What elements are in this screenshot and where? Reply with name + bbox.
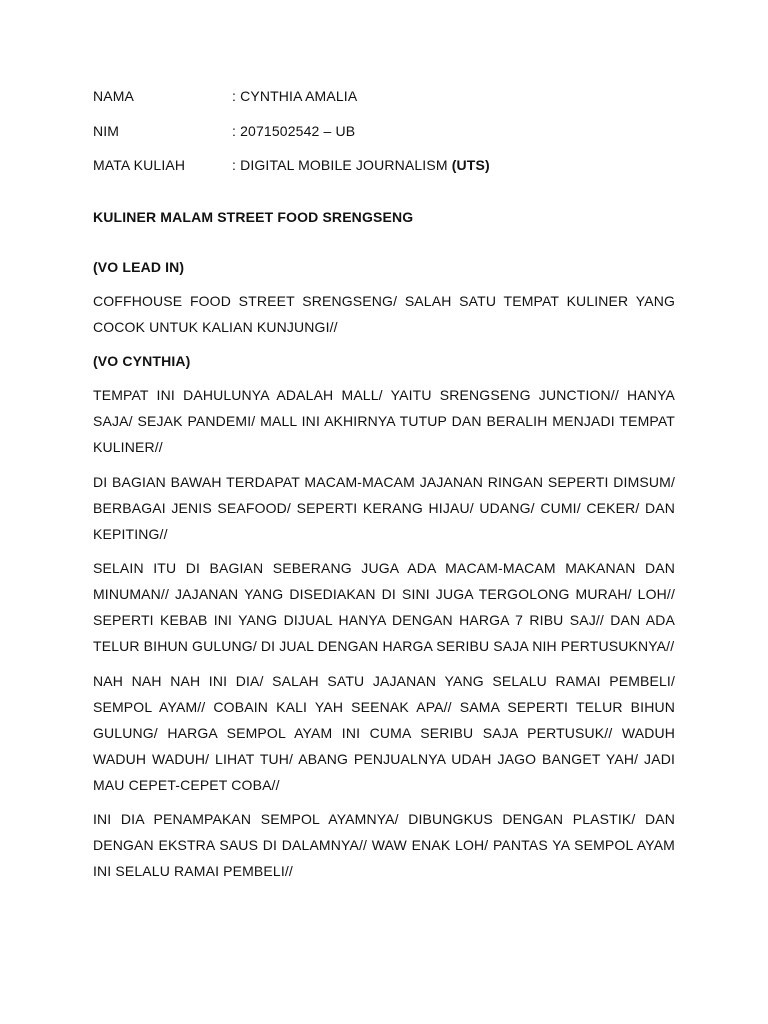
mata-kuliah-value-wrapper (232, 152, 675, 178)
mata-kuliah-label: MATA KULIAH (93, 157, 186, 173)
section-heading-vo-cynthia: (VO CYNTHIA) (93, 353, 191, 369)
nim-label: NIM (93, 122, 120, 139)
mata-kuliah-value: : DIGITAL MOBILE JOURNALISM (232, 157, 448, 173)
mata-kuliah-row (93, 152, 675, 178)
paragraph-cynthia-1: TEMPAT INI DAHULUNYA ADALAH MALL/ YAITU SRENGSENG JUNCTION// HANYA SAJA/ SEJAK PANDEMI/ MALL INI AKHIRNYA TUTUP DAN BERALIH MENJADI TEMPAT KULINER// (93, 387, 675, 455)
document-content (93, 83, 675, 893)
paragraph-lead-in-1: COFFHOUSE FOOD STREET SRENGSENG/ SALAH SATU TEMPAT KULINER YANG COCOK UNTUK KALIAN KUNJUNGI// (93, 292, 675, 335)
paragraph-cynthia-5: INI DIA PENAMPAKAN SEMPOL AYAMNYA/ DIBUNGKUS DENGAN PLASTIK/ DAN DENGAN EKSTRA SAUS DI DALAMNYA// WAW ENAK LOH/ PANTAS YA SEMPOL AYAM INI SELALU RAMAI PEMBELI// (93, 811, 675, 879)
nim-value: : 2071502542 – UB (232, 122, 356, 139)
mata-kuliah-suffix: (UTS) (451, 157, 490, 173)
nama-row (93, 83, 675, 109)
paragraph-cynthia-4: NAH NAH NAH INI DIA/ SALAH SATU JAJANAN YANG SELALU RAMAI PEMBELI/ SEMPOL AYAM// COBAIN KALI YAH SEENAK APA// SAMA SEPERTI TELUR BIHUN GULUNG/ HARGA SEMPOL AYAM INI CUMA SERIBU SAJA PERTUSUK// WADUH WADUH WADUH/ LIHAT TUH/ ABANG PENJUALNYA UDAH JAGO BANGET YAH/ JADI MAU CEPET-CEPET COBA// (93, 672, 675, 793)
nim-row (93, 118, 675, 144)
nama-value: : CYNTHIA AMALIA (232, 88, 358, 104)
section-heading-vo-lead-in: (VO LEAD IN) (93, 258, 185, 275)
paragraph-cynthia-3: SELAIN ITU DI BAGIAN SEBERANG JUGA ADA MACAM-MACAM MAKANAN DAN MINUMAN// JAJANAN YANG DISEDIAKAN DI SINI JUGA TERGOLONG MURAH/ LOH// SEPERTI KEBAB INI YANG DIJUAL HANYA DENGAN HARGA 7 RIBU SAJ// DAN ADA TELUR BIHUN GULUNG/ DI JUAL DENGAN HARGA SERIBU SAJA NIH PERTUSUKNYA// (93, 560, 675, 654)
nama-label: NAMA (93, 88, 135, 104)
document-title: KULINER MALAM STREET FOOD SRENGSENG (93, 209, 414, 225)
paragraph-cynthia-2: DI BAGIAN BAWAH TERDAPAT MACAM-MACAM JAJANAN RINGAN SEPERTI DIMSUM/ BERBAGAI JENIS SEAFOOD/ SEPERTI KERANG HIJAU/ UDANG/ CUMI/ CEKER/ DAN KEPITING// (93, 473, 675, 542)
